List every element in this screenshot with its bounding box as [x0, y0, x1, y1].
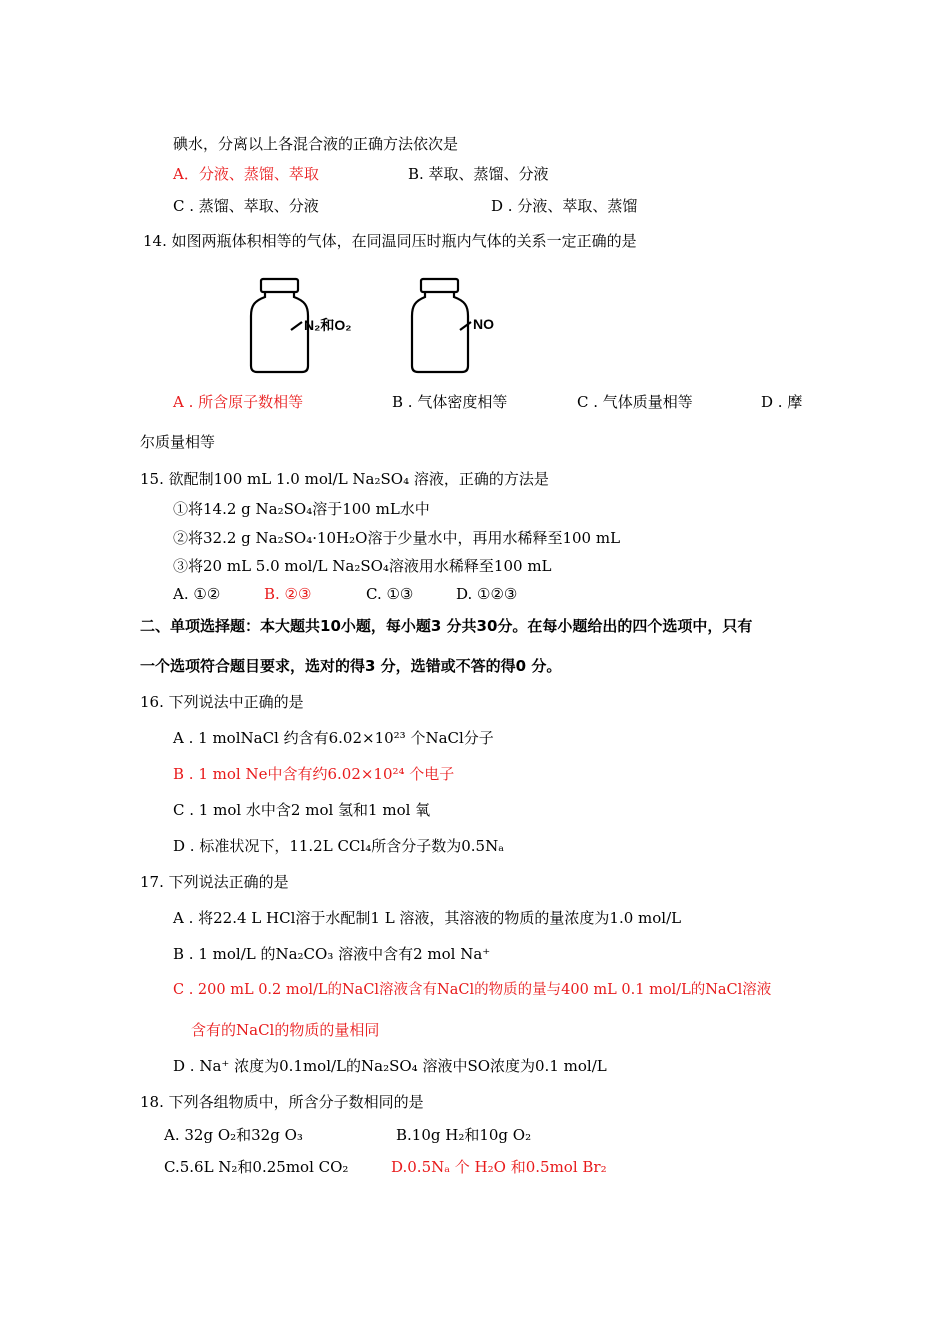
q18-stem: 18. 下列各组物质中，所含分子数相同的是: [140, 1093, 424, 1111]
q15-option-b: B. ②③: [264, 585, 312, 603]
q13-stem-continuation: 碘水，分离以上各混合液的正确方法依次是: [173, 135, 459, 153]
q18-option-d: D.0.5Nₐ 个 H₂O 和0.5mol Br₂: [391, 1158, 607, 1176]
q15-item-1: ①将14.2 g Na₂SO₄溶于100 mL水中: [173, 500, 430, 518]
q16-stem: 16. 下列说法中正确的是: [140, 693, 304, 711]
q18-option-b: B.10g H₂和10g O₂: [396, 1126, 532, 1144]
q17-option-c: C . 200 mL 0.2 mol/L的NaCl溶液含有NaCl的物质的量与400 mL 0.1 mol/L的NaCl溶液: [173, 982, 772, 998]
left-bottle-label: N₂和O₂: [304, 317, 352, 333]
q14-stem: 14. 如图两瓶体积相等的气体，在同温同压时瓶内气体的关系一定正确的是: [143, 232, 637, 250]
right-bottle: [412, 279, 471, 372]
q18-option-a: A. 32g O₂和32g O₃: [164, 1126, 303, 1144]
q14-option-d: D . 摩: [761, 393, 803, 411]
q18-option-c: C.5.6L N₂和0.25mol CO₂: [164, 1158, 349, 1176]
left-bottle: [251, 279, 308, 372]
q14-option-c: C . 气体质量相等: [577, 393, 693, 411]
q15-item-2: ②将32.2 g Na₂SO₄·10H₂O溶于少量水中，再用水稀释至100 mL: [173, 529, 621, 547]
q13-option-c: C . 蒸馏、萃取、分液: [173, 197, 319, 215]
q14-option-d-continued: 尔质量相等: [140, 433, 216, 451]
q15-option-d: D. ①②③: [456, 585, 518, 603]
q16-option-a: A . 1 molNaCl 约含有6.02×10²³ 个NaCl分子: [173, 729, 494, 747]
q13-option-d: D . 分液、萃取、蒸馏: [491, 197, 638, 215]
q17-option-d: D . Na⁺ 浓度为0.1mol/L的Na₂SO₄ 溶液中SO浓度为0.1 mol/L: [173, 1057, 607, 1075]
q16-option-d: D . 标准状况下，11.2L CCl₄所含分子数为0.5Nₐ: [173, 837, 504, 855]
q17-option-c-continued: 含有的NaCl的物质的量相同: [191, 1021, 380, 1039]
q17-stem: 17. 下列说法正确的是: [140, 873, 289, 891]
section-2-heading-line1: 二、单项选择题：本大题共10小题，每小题3 分共30分。在每小题给出的四个选项中，只有: [140, 617, 753, 635]
q15-item-3: ③将20 mL 5.0 mol/L Na₂SO₄溶液用水稀释至100 mL: [173, 557, 552, 575]
q17-option-a: A . 将22.4 L HCl溶于水配制1 L 溶液，其溶液的物质的量浓度为1.0 mol/L: [173, 909, 682, 927]
q15-option-c: C. ①③: [366, 585, 414, 603]
q17-option-b: B . 1 mol/L 的Na₂CO₃ 溶液中含有2 mol Na⁺: [173, 945, 491, 963]
q16-option-b: B . 1 mol Ne中含有约6.02×10²⁴ 个电子: [173, 765, 455, 783]
q14-option-b: B . 气体密度相等: [392, 393, 508, 411]
q15-option-a: A. ①②: [173, 585, 221, 603]
right-bottle-label: NO: [473, 316, 494, 332]
q16-option-c: C . 1 mol 水中含2 mol 氢和1 mol 氧: [173, 801, 431, 819]
q15-stem: 15. 欲配制100 mL 1.0 mol/L Na₂SO₄ 溶液，正确的方法是: [140, 470, 549, 488]
gas-bottles-figure: [240, 272, 540, 382]
q14-option-a: A . 所含原子数相等: [173, 393, 304, 411]
section-2-heading-line2: 一个选项符合题目要求，选对的得3 分，选错或不答的得0 分。: [140, 657, 562, 675]
q13-option-a: A．分液、蒸馏、萃取: [173, 165, 319, 183]
q13-option-b: B. 萃取、蒸馏、分液: [408, 165, 549, 183]
